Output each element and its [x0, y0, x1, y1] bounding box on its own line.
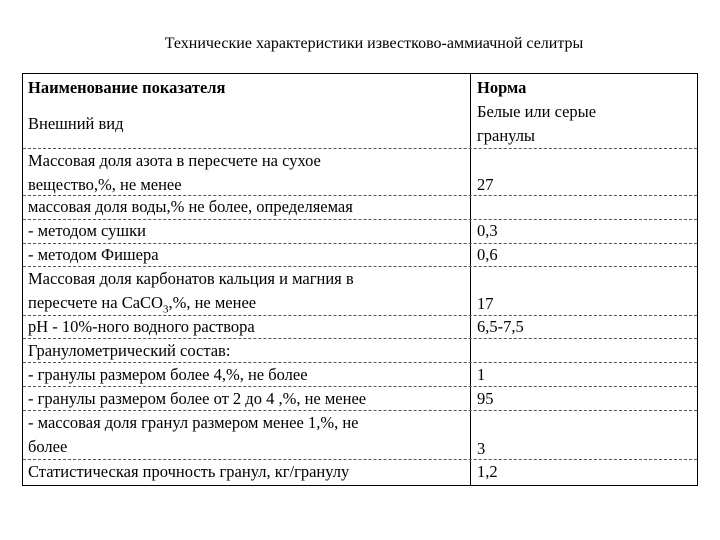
- row-under1-name-line2: более: [28, 437, 68, 456]
- row-water-name: массовая доля воды,% не более, определяемая: [28, 197, 353, 216]
- row-nitrogen-norm: 27: [477, 175, 494, 194]
- row-under1-norm: 3: [477, 439, 486, 458]
- column-divider: [470, 74, 471, 485]
- row-strength-name: Статистическая прочность гранул, кг/гранулу: [28, 462, 350, 481]
- row-drying-norm: 0,3: [477, 221, 498, 240]
- row-carbonates-name-line1: Массовая доля карбонатов кальция и магния в: [28, 269, 354, 288]
- row-drying-name: - методом сушки: [28, 221, 146, 240]
- header-name: Наименование показателя: [28, 78, 226, 97]
- carbonates-subscript: 3: [162, 303, 169, 316]
- row-ph-name: pH - 10%-ного водного раствора: [28, 317, 255, 336]
- carbonates-text-post: ,%, не менее: [168, 293, 257, 312]
- row-carbonates-name-line2: [28, 291, 466, 315]
- row-appearance-name: Внешний вид: [28, 114, 124, 133]
- row-appearance-norm-line2: гранулы: [477, 126, 536, 145]
- row-2to4-name: - гранулы размером более от 2 до 4 ,%, не менее: [28, 389, 367, 408]
- row-ph-norm: 6,5-7,5: [477, 317, 524, 336]
- row-carbonates-norm: 17: [477, 294, 494, 313]
- spec-table: [22, 73, 698, 486]
- row-appearance-norm-line1: Белые или серые: [477, 102, 597, 121]
- row-fischer-norm: 0,6: [477, 245, 498, 264]
- row-strength-norm: 1,2: [477, 462, 498, 481]
- row-over4-norm: 1: [477, 365, 486, 384]
- header-norm: Норма: [477, 78, 527, 97]
- page-title: Технические характеристики известково-аммиачной селитры: [164, 35, 584, 52]
- row-nitrogen-name-line2: вещество,%, не менее: [28, 175, 182, 194]
- carbonates-text-pre: пересчете на CaCO: [28, 293, 163, 312]
- row-fischer-name: - методом Фишера: [28, 245, 159, 264]
- row-2to4-norm: 95: [477, 389, 494, 408]
- row-granulometric-name: Гранулометрический состав:: [28, 341, 231, 360]
- row-nitrogen-name-line1: Массовая доля азота в пересчете на сухое: [28, 151, 321, 170]
- row-under1-name-line1: - массовая доля гранул размером менее 1,%, не: [28, 413, 359, 432]
- row-over4-name: - гранулы размером более 4,%, не более: [28, 365, 308, 384]
